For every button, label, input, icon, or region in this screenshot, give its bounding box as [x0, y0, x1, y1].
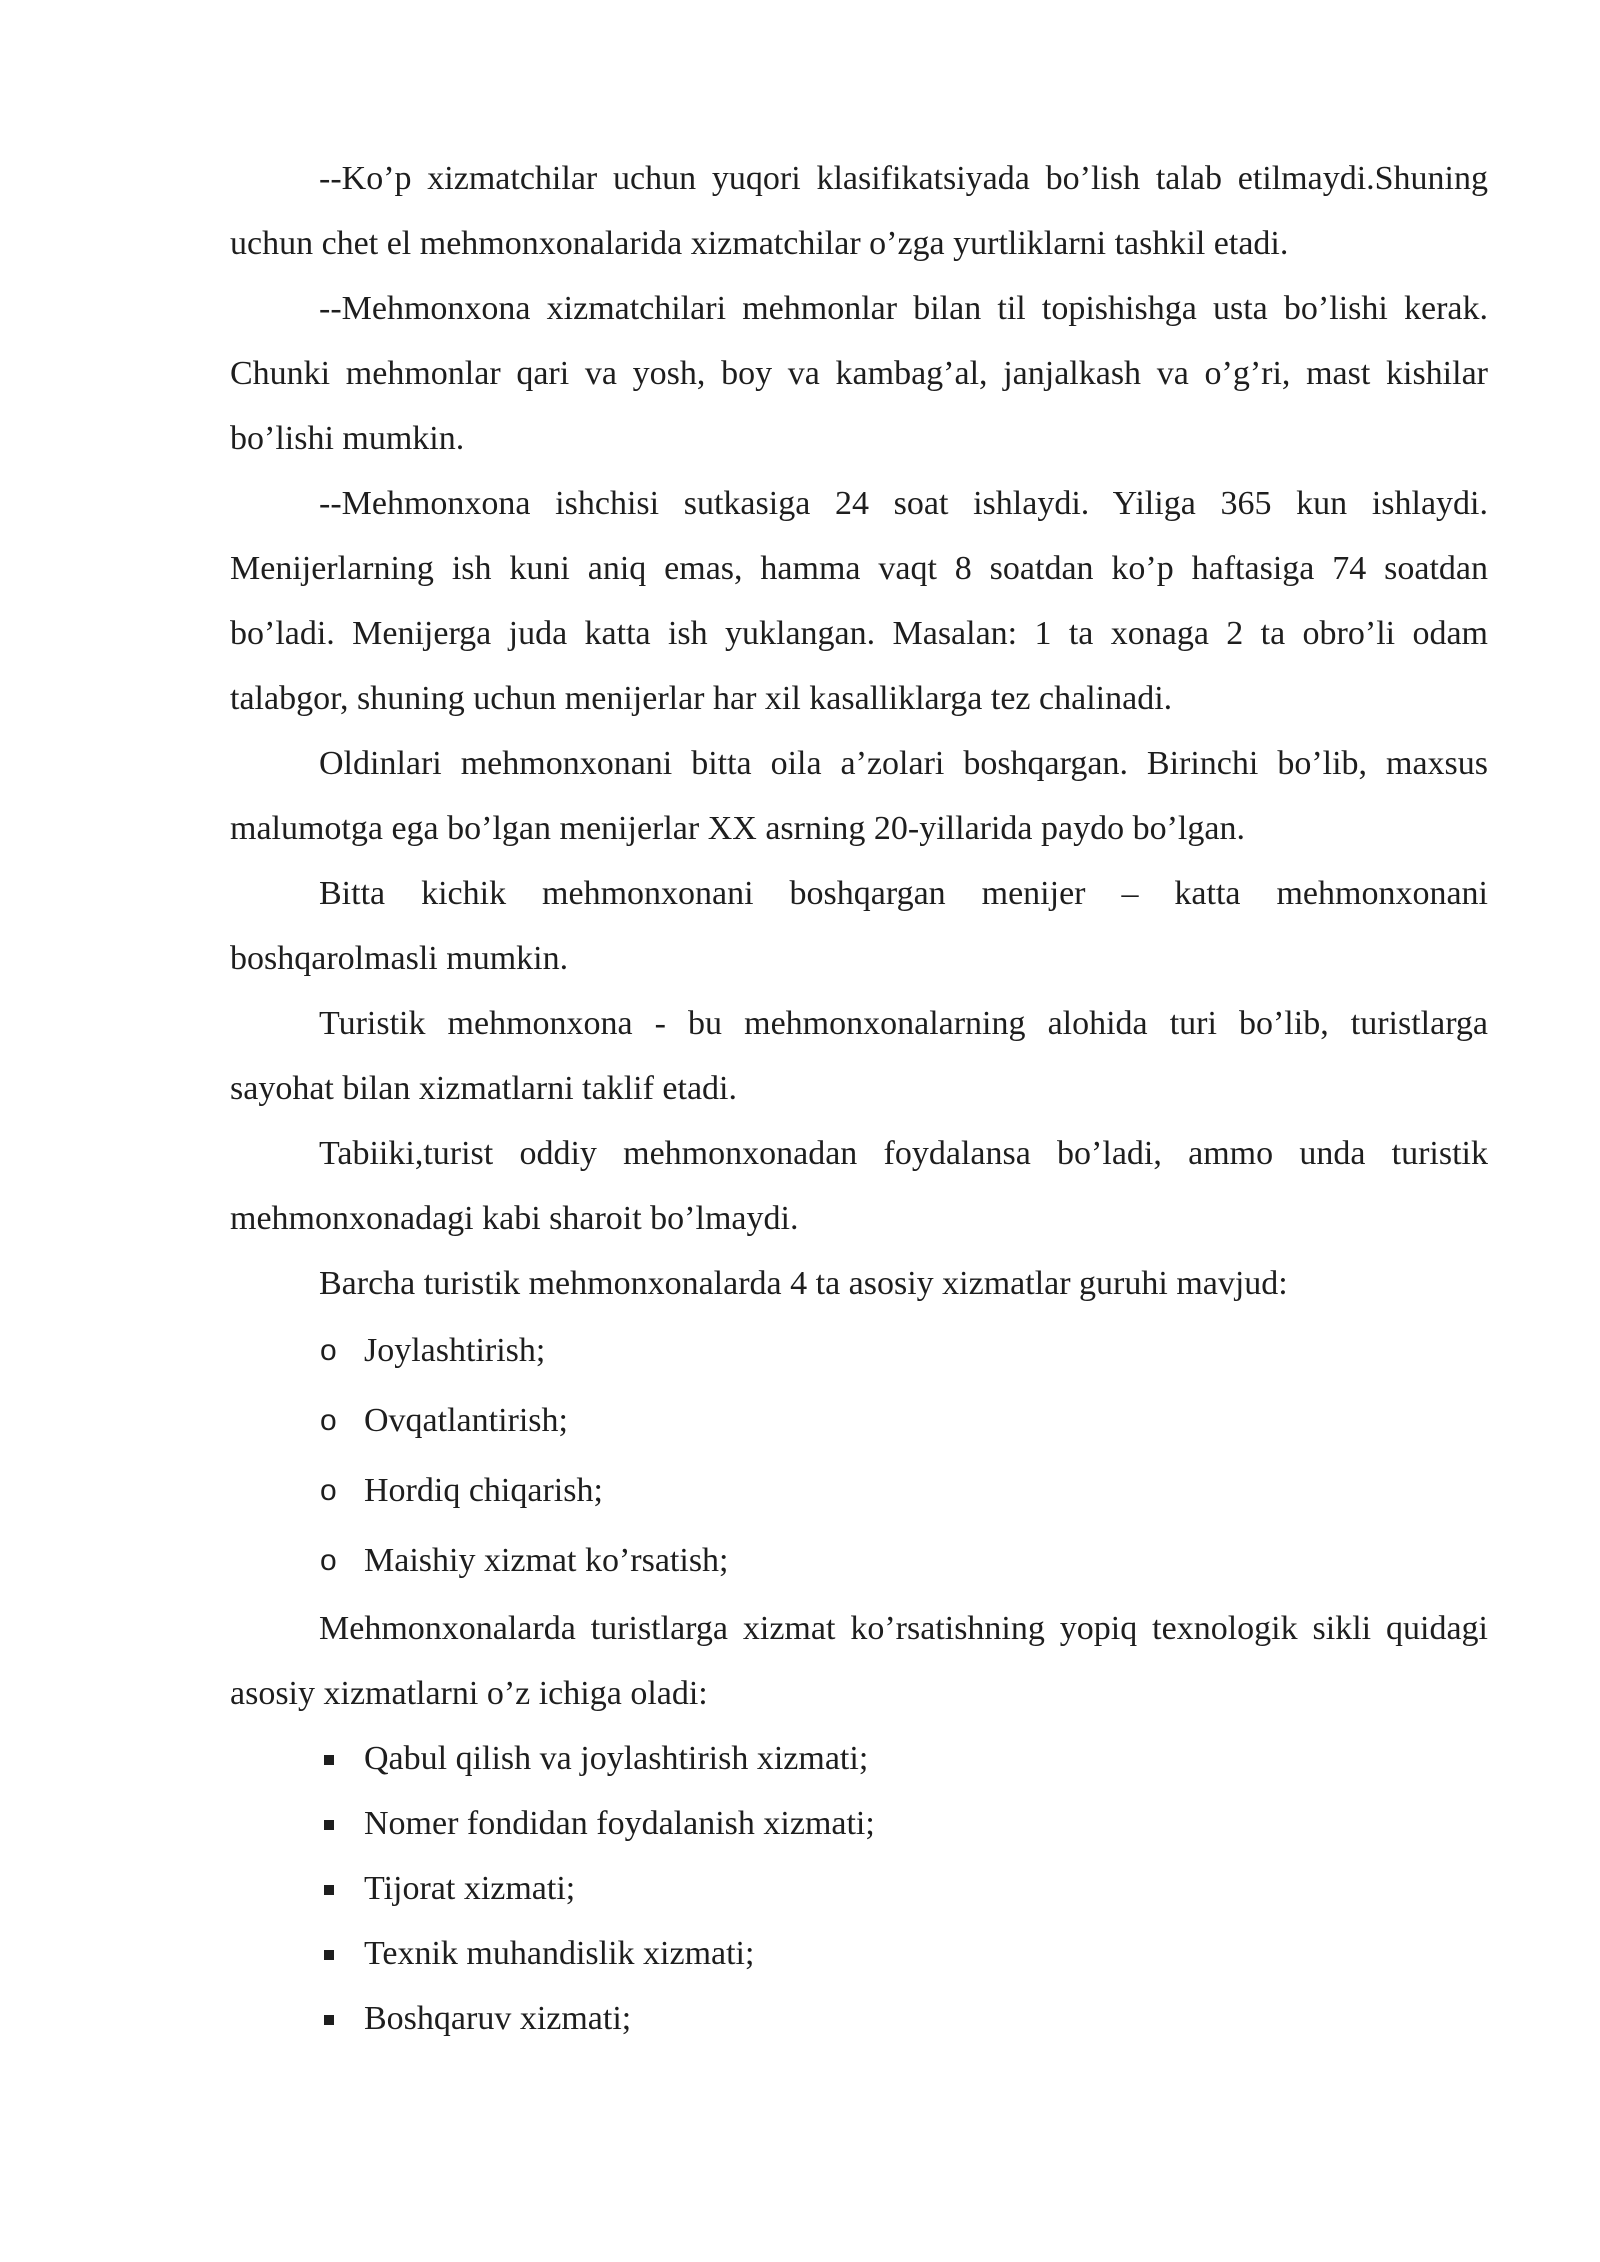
circle-bullet-icon: o: [320, 1544, 337, 1577]
list-item: [230, 1316, 1488, 1386]
list-item: [230, 1526, 1488, 1596]
circle-bullet-icon: o: [320, 1334, 337, 1367]
list-item: [230, 1386, 1488, 1456]
circle-bullet-icon: o: [320, 1474, 337, 1507]
square-bullet-icon: [324, 1950, 334, 1960]
list-item-text: Qabul qilish va joylashtirish xizmati;: [364, 1740, 869, 1777]
list-item: [230, 1856, 1488, 1921]
list-item: [230, 1791, 1488, 1856]
list-item-text: Maishiy xizmat ko’rsatish;: [364, 1542, 729, 1579]
paragraph-tourist-hotel-definition: Turistik mehmonxona - bu mehmonxonalarning alohida turi bo’lib, turistlarga sayohat bilan xizmatlarni taklif etadi.: [230, 1005, 1488, 1107]
service-groups-list: [230, 1316, 1488, 1596]
paragraph-services-intro: Mehmonxonalarda turistlarga xizmat ko’rsatishning yopiq texnologik sikli quidagi asosiy xizmatlarni o’z ichiga oladi:: [230, 1610, 1488, 1712]
paragraph-manager: Bitta kichik mehmonxonani boshqargan menijer – katta mehmonxonani boshqarolmasli mumkin.: [230, 875, 1488, 977]
list-item-text: Boshqaruv xizmati;: [364, 2000, 632, 2037]
list-item: [230, 1456, 1488, 1526]
list-item-text: Nomer fondidan foydalanish xizmati;: [364, 1805, 875, 1842]
paragraph-working-hours: --Mehmonxona ishchisi sutkasiga 24 soat ishlaydi. Yiliga 365 kun ishlaydi. Menijerlarning ish kuni aniq emas, hamma vaqt 8 soatdan ko’p haftasiga 74 soatdan bo’ladi. Menijerga juda katta ish yuklangan. Masalan: 1 ta xonaga 2 ta obro’li odam talabgor, shuning uchun menijerlar har xil kasalliklarga tez chalinadi.: [230, 485, 1488, 717]
paragraph-staff-communication: --Mehmonxona xizmatchilari mehmonlar bilan til topishishga usta bo’lishi kerak. Chunki mehmonlar qari va yosh, boy va kambag’al, janjalkash va o’g’ri, mast kishilar bo’lishi mumkin.: [230, 290, 1488, 457]
circle-bullet-icon: o: [320, 1404, 337, 1437]
services-list: [230, 1726, 1488, 2051]
paragraph-tourist-ordinary-hotel: Tabiiki,turist oddiy mehmonxonadan foydalansa bo’ladi, ammo unda turistik mehmonxonadagi kabi sharoit bo’lmaydi.: [230, 1135, 1488, 1237]
list-item-text: Hordiq chiqarish;: [364, 1472, 603, 1509]
list-item: [230, 1986, 1488, 2051]
list-item: [230, 1726, 1488, 1791]
list-item: [230, 1921, 1488, 1986]
square-bullet-icon: [324, 1820, 334, 1830]
document-page: [230, 146, 1488, 2051]
list-item-text: Joylashtirish;: [364, 1332, 546, 1369]
square-bullet-icon: [324, 1755, 334, 1765]
square-bullet-icon: [324, 1885, 334, 1895]
list-item-text: Ovqatlantirish;: [364, 1402, 568, 1439]
paragraph-staff-qualification: --Ko’p xizmatchilar uchun yuqori klasifikatsiyada bo’lish talab etilmaydi.Shuning uchun chet el mehmonxonalarida xizmatchilar o’zga yurtliklarni tashkil etadi.: [230, 160, 1488, 262]
paragraph-history: Oldinlari mehmonxonani bitta oila a’zolari boshqargan. Birinchi bo’lib, maxsus malumotga ega bo’lgan menijerlar XX asrning 20-yillarida paydo bo’lgan.: [230, 745, 1488, 847]
square-bullet-icon: [324, 2015, 334, 2025]
list-item-text: Tijorat xizmati;: [364, 1870, 576, 1907]
list-item-text: Texnik muhandislik xizmati;: [364, 1935, 755, 1972]
paragraph-service-groups-intro: Barcha turistik mehmonxonalarda 4 ta asosiy xizmatlar guruhi mavjud:: [319, 1265, 1288, 1302]
